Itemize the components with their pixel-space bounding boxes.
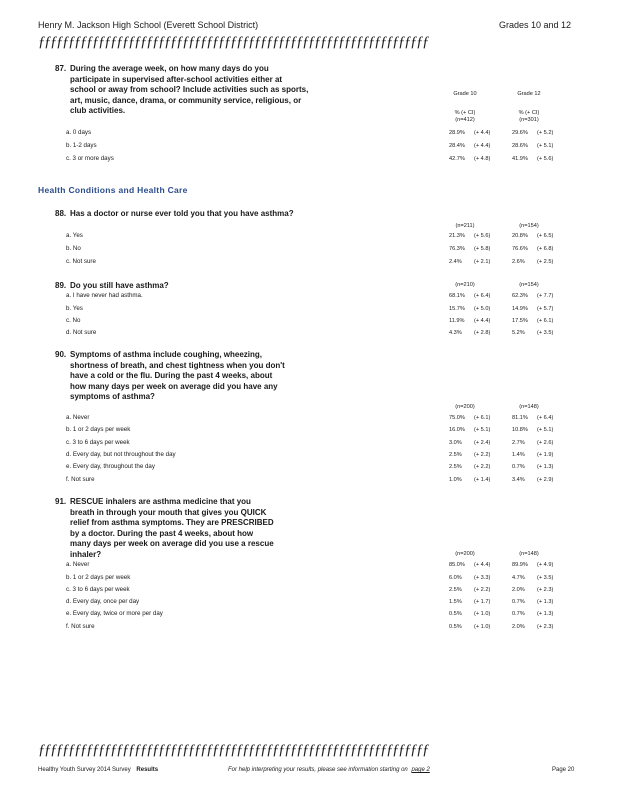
n-grade10: (n=200) (455, 551, 475, 557)
section-title: Health Conditions and Health Care (38, 185, 188, 195)
g10-value: 2.5% (449, 452, 462, 458)
g12-value: 81.1% (512, 415, 528, 421)
g12-ci: (+ 1.3) (537, 464, 554, 470)
g10-ci: (+ 1.0) (474, 611, 491, 617)
g10-value: 68.1% (449, 293, 465, 299)
page-number: Page 20 (552, 767, 575, 773)
g10-ci: (+ 4.4) (474, 130, 491, 136)
option-label: e. Every day, throughout the day (66, 463, 155, 470)
g10-ci: (+ 6.1) (474, 415, 491, 421)
g10-value: 2.4% (449, 259, 462, 265)
g10-ci: (+ 1.0) (474, 624, 491, 630)
g12-value: 5.2% (512, 330, 525, 336)
question-91 (55, 497, 275, 561)
option-label: d. Every day, once per day (66, 598, 140, 605)
g10-value: 76.3% (449, 246, 465, 252)
g12-value: 89.9% (512, 562, 528, 568)
g12-value: 29.6% (512, 130, 528, 136)
g12-value: 0.7% (512, 464, 525, 470)
question-88 (55, 209, 310, 220)
g10-ci: (+ 5.6) (474, 233, 491, 239)
ci-label-g10: % (+ CI) (454, 110, 476, 116)
option-label: f. Not sure (66, 476, 95, 483)
question-89 (55, 281, 310, 292)
option-label: b. 1 or 2 days per week (66, 574, 131, 581)
g12-ci: (+ 6.1) (537, 318, 554, 324)
g10-value: 2.5% (449, 464, 462, 470)
footer-help (228, 767, 430, 773)
g10-value: 0.5% (449, 611, 462, 617)
option-label: d. Not sure (66, 329, 97, 336)
n-grade12: (n=148) (519, 551, 539, 557)
footer-results: Results (136, 767, 159, 773)
g12-ci: (+ 3.5) (537, 330, 554, 336)
g10-value: 6.0% (449, 575, 462, 581)
g10-ci: (+ 2.1) (474, 259, 491, 265)
footer-help-text: For help interpreting your results, please see information starting on (228, 767, 408, 773)
grade12-label: Grade 12 (517, 91, 541, 97)
question-number: 90. (55, 350, 67, 359)
option-label: c. 3 or more days (66, 155, 114, 162)
option-label: b. 1 or 2 days per week (66, 426, 131, 433)
g10-ci: (+ 1.4) (474, 477, 491, 483)
n-grade12: (n=154) (519, 223, 539, 229)
g12-value: 62.3% (512, 293, 528, 299)
n-grade12: (n=154) (519, 282, 539, 288)
option-label: a. Never (66, 561, 90, 568)
header-grades: Grades 10 and 12 (499, 20, 572, 30)
g12-ci: (+ 6.8) (537, 246, 554, 252)
g12-ci: (+ 7.7) (537, 293, 554, 299)
g10-ci: (+ 4.4) (474, 562, 491, 568)
g10-ci: (+ 2.8) (474, 330, 491, 336)
n-grade10: (n=210) (455, 282, 475, 288)
g10-ci: (+ 4.4) (474, 318, 491, 324)
question-number: 88. (55, 209, 67, 218)
g12-ci: (+ 5.6) (537, 156, 554, 162)
g12-value: 41.9% (512, 156, 528, 162)
g12-ci: (+ 5.1) (537, 427, 554, 433)
g10-ci: (+ 2.2) (474, 452, 491, 458)
g12-ci: (+ 2.5) (537, 259, 554, 265)
n-grade10: (n=200) (455, 404, 475, 410)
g10-ci: (+ 5.1) (474, 427, 491, 433)
g12-value: 2.0% (512, 624, 525, 630)
question-text: Has a doctor or nurse ever told you that you have asthma? (70, 209, 294, 218)
g12-value: 76.6% (512, 246, 528, 252)
g12-ci: (+ 4.9) (537, 562, 554, 568)
question-text: Do you still have asthma? (70, 281, 169, 290)
g12-value: 3.4% (512, 477, 525, 483)
top-rule: ƒƒƒƒƒƒƒƒƒƒƒƒƒƒƒƒƒƒƒƒƒƒƒƒƒƒƒƒƒƒƒƒƒƒƒƒƒƒƒƒƒƒƒƒƒƒƒƒƒƒƒƒƒƒƒƒƒƒƒƒƒƒƒƒƒ (38, 34, 428, 50)
question-90 (55, 350, 290, 403)
header-school: Henry M. Jackson High School (Everett School District) (38, 20, 259, 30)
n-grade12: (n=301) (519, 117, 539, 123)
option-label: a. 0 days (66, 129, 92, 136)
g10-ci: (+ 2.2) (474, 464, 491, 470)
g10-ci: (+ 5.0) (474, 306, 491, 312)
option-label: c. 3 to 6 days per week (66, 439, 130, 446)
g12-ci: (+ 1.3) (537, 599, 554, 605)
question-number: 89. (55, 281, 67, 290)
question-text: Symptoms of asthma include coughing, wheezing, shortness of breath, and chest tightness when you don't have a cold or the flu. During the past 4 weeks, about how many days per week on average did you have any symptoms of asthma? (70, 350, 285, 402)
option-label: c. Not sure (66, 258, 96, 265)
g12-value: 17.5% (512, 318, 528, 324)
option-label: b. Yes (66, 305, 83, 312)
g10-value: 15.7% (449, 306, 465, 312)
g12-ci: (+ 5.7) (537, 306, 554, 312)
option-label: a. Yes (66, 232, 83, 239)
option-label: c. 3 to 6 days per week (66, 586, 130, 593)
g12-value: 10.8% (512, 427, 528, 433)
option-label: a. Never (66, 414, 90, 421)
g12-ci: (+ 5.2) (537, 130, 554, 136)
g10-ci: (+ 3.3) (474, 575, 491, 581)
g12-ci: (+ 1.3) (537, 611, 554, 617)
g10-value: 28.9% (449, 130, 465, 136)
g10-ci: (+ 6.4) (474, 293, 491, 299)
g10-value: 1.5% (449, 599, 462, 605)
n-grade12: (n=148) (519, 404, 539, 410)
g12-value: 1.4% (512, 452, 525, 458)
g10-value: 1.0% (449, 477, 462, 483)
g10-ci: (+ 4.8) (474, 156, 491, 162)
n-grade10: (n=412) (455, 117, 475, 123)
g10-ci: (+ 1.7) (474, 599, 491, 605)
g12-ci: (+ 2.3) (537, 624, 554, 630)
g12-ci: (+ 2.3) (537, 587, 554, 593)
g12-ci: (+ 1.9) (537, 452, 554, 458)
footer-survey (38, 767, 158, 773)
g12-value: 2.7% (512, 440, 525, 446)
bottom-rule: ƒƒƒƒƒƒƒƒƒƒƒƒƒƒƒƒƒƒƒƒƒƒƒƒƒƒƒƒƒƒƒƒƒƒƒƒƒƒƒƒƒƒƒƒƒƒƒƒƒƒƒƒƒƒƒƒƒƒƒƒƒƒƒƒƒ (38, 742, 428, 758)
grade10-label: Grade 10 (453, 91, 477, 97)
g12-ci: (+ 6.4) (537, 415, 554, 421)
footer-survey-name: Healthy Youth Survey 2014 Survey (38, 767, 131, 773)
g12-ci: (+ 2.6) (537, 440, 554, 446)
g10-ci: (+ 2.4) (474, 440, 491, 446)
question-text: RESCUE inhalers are asthma medicine that you breath in through your mouth that gives you QUICK relief from asthma symptoms. They are PRESCRIBED by a doctor. During the past 4 weeks, about how many days per week on average did you use a rescue inhaler? (70, 497, 274, 559)
g12-value: 28.6% (512, 143, 528, 149)
g12-ci: (+ 3.5) (537, 575, 554, 581)
g12-value: 20.8% (512, 233, 528, 239)
g12-value: 2.6% (512, 259, 525, 265)
question-number: 87. (55, 64, 67, 73)
option-label: b. No (66, 245, 81, 252)
g10-value: 21.3% (449, 233, 465, 239)
option-label: e. Every day, twice or more per day (66, 610, 163, 617)
g10-ci: (+ 5.8) (474, 246, 491, 252)
g10-value: 4.3% (449, 330, 462, 336)
g10-value: 3.0% (449, 440, 462, 446)
option-label: f. Not sure (66, 623, 95, 630)
g12-value: 2.0% (512, 587, 525, 593)
option-label: b. 1-2 days (66, 142, 97, 149)
option-label: c. No (66, 317, 81, 324)
page-reference-link[interactable]: page 2 (411, 767, 430, 773)
option-label: a. I have never had asthma. (66, 292, 143, 299)
question-text: During the average week, on how many days do you participate in supervised after-school activities either at school or away from school? Include activities such as sports, art, music, dance, drama, or community service, religious, or club activities. (70, 64, 309, 116)
g12-ci: (+ 6.5) (537, 233, 554, 239)
g10-ci: (+ 2.2) (474, 587, 491, 593)
g10-value: 0.5% (449, 624, 462, 630)
g12-value: 4.7% (512, 575, 525, 581)
g12-ci: (+ 2.9) (537, 477, 554, 483)
g12-value: 0.7% (512, 599, 525, 605)
g10-value: 11.9% (449, 318, 465, 324)
g10-ci: (+ 4.4) (474, 143, 491, 149)
g10-value: 75.0% (449, 415, 465, 421)
g10-value: 42.7% (449, 156, 465, 162)
g12-value: 0.7% (512, 611, 525, 617)
g12-value: 14.9% (512, 306, 528, 312)
n-grade10: (n=211) (455, 223, 475, 229)
ci-label-g12: % (+ CI) (518, 110, 540, 116)
g10-value: 85.0% (449, 562, 465, 568)
question-number: 91. (55, 497, 67, 506)
g12-ci: (+ 5.1) (537, 143, 554, 149)
question-87 (55, 64, 310, 117)
g10-value: 28.4% (449, 143, 465, 149)
g10-value: 2.5% (449, 587, 462, 593)
option-label: d. Every day, but not throughout the day (66, 451, 176, 458)
g10-value: 16.0% (449, 427, 465, 433)
